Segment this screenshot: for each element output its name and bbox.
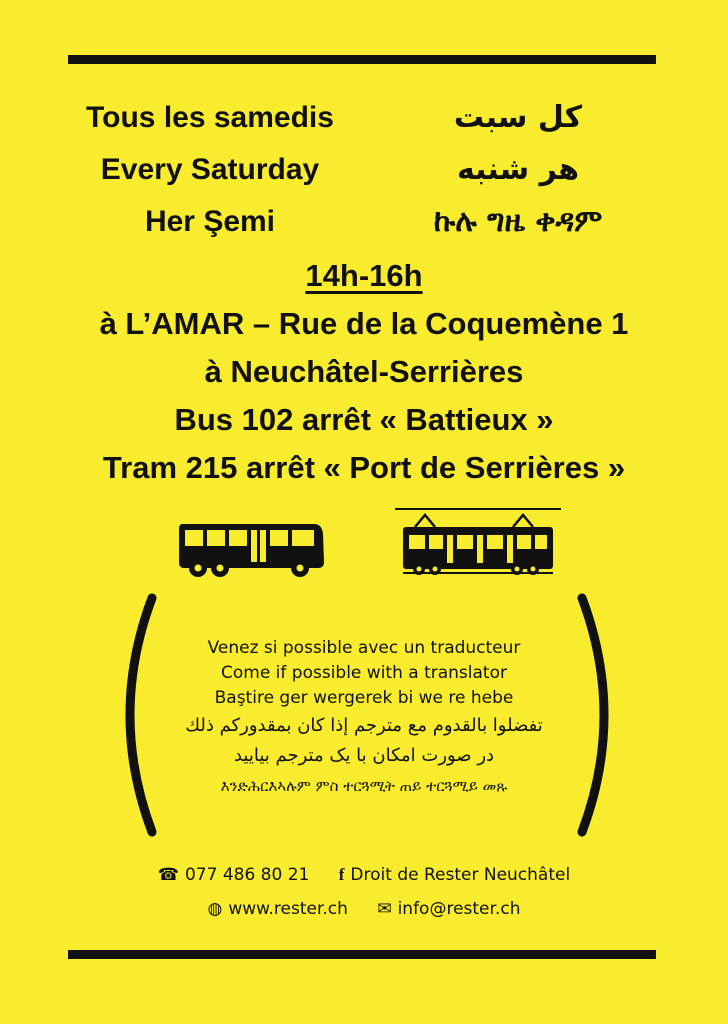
translator-ku: Baştire ger wergerek bi we re hebe [214, 688, 514, 708]
translator-ar: تفضلوا بالقدوم مع مترجم إذا كان بمقدوركم ذلك [185, 715, 543, 736]
top-rule [68, 55, 656, 64]
facebook-icon: f [338, 865, 345, 884]
days-latin [60, 92, 360, 248]
translator-fa: در صورت امکان با یک مترجم بیایید [233, 745, 495, 766]
translator-am: እንድሕርእኣሉም ምስ ተርጓሚት ጠይ ተርጓሚይ መጹ [220, 777, 508, 795]
days-other-scripts [368, 92, 668, 248]
phone-number: 077 486 80 21 [184, 865, 310, 885]
event-bus: Bus 102 arrêt « Battieux » [174, 402, 554, 437]
tram-icon [393, 505, 563, 577]
event-tram: Tram 215 arrêt « Port de Serrières » [102, 450, 626, 485]
bus-icon [176, 520, 326, 578]
days-ar: كل سبت [453, 100, 583, 135]
phone-icon: ☎ [157, 865, 179, 885]
translator-note [130, 636, 598, 801]
event-info [0, 252, 728, 492]
event-city: à Neuchâtel-Serrières [204, 354, 524, 389]
web-contact[interactable] [208, 899, 348, 919]
days-ku: Her Şemi [144, 205, 276, 238]
facebook-page: Droit de Rester Neuchâtel [350, 865, 571, 885]
facebook-contact[interactable] [339, 865, 570, 885]
phone-contact[interactable] [158, 865, 310, 885]
envelope-icon: ✉ [377, 899, 392, 919]
translator-fr: Venez si possible avec un traducteur [207, 638, 521, 658]
days-fa: هر شنبه [456, 152, 580, 187]
days-fr: Tous les samedis [86, 101, 334, 134]
contact-row-1 [0, 865, 728, 885]
event-place: à L’AMAR – Rue de la Coquemène 1 [99, 306, 629, 341]
bottom-rule [68, 950, 656, 959]
translator-en: Come if possible with a translator [220, 663, 507, 683]
email-contact[interactable] [377, 899, 520, 919]
website: www.rester.ch [228, 899, 348, 919]
days-ti: ኩሉ ግዜ ቀዳም [433, 204, 603, 239]
event-time: 14h-16h [305, 258, 423, 293]
email-address: info@rester.ch [397, 899, 521, 919]
contact-row-2 [0, 899, 728, 919]
days-en: Every Saturday [100, 153, 320, 186]
globe-icon: ◍ [207, 899, 223, 919]
